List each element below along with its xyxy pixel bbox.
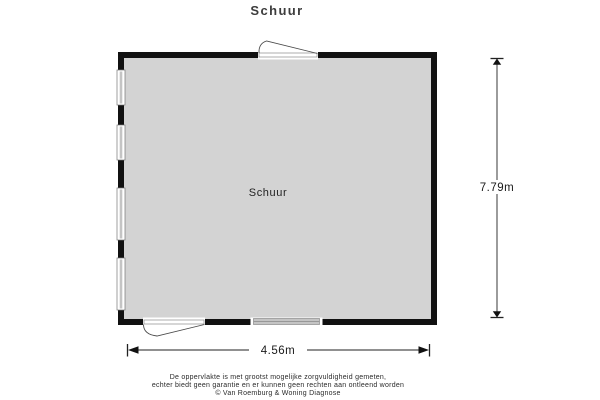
window-bottom [251,318,323,326]
footer-line-2: echter biedt geen garantie en er kunnen geen rechten aan ontleend worden [151,382,405,389]
height-dimension-label: 7.79m [479,182,515,194]
floor-plan [117,41,437,336]
window-left-3 [117,188,125,240]
room-label: Schuur [248,187,288,199]
page-title: Schuur [250,3,304,18]
footer-line-1: De oppervlakte is met grootst mogelijke zorgvuldigheid gemeten, [169,374,387,381]
window-left-4 [117,258,125,310]
window-left-1 [117,70,125,105]
window-left-2 [117,125,125,160]
footer-line-3: © Van Roemburg & Woning Diagnose [215,390,341,397]
width-dimension-label: 4.56m [260,345,296,357]
